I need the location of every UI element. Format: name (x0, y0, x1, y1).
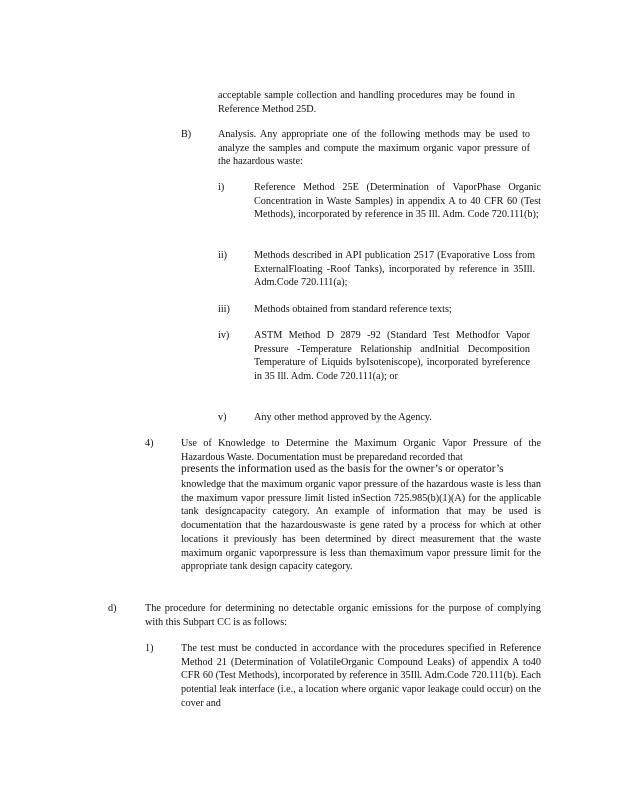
subitem-v-text: Any other method approved by the Agency. (254, 412, 432, 423)
item-b-label: B) (181, 129, 192, 140)
subitem-iii-label: iii) (218, 304, 230, 315)
item-4-text-c: knowledge that the maximum organic vapor pressure of the hazardous waste is less than the maximum vapor pressure limit listed inSection 725.985(b)(1)(A) for the applicable tank designcapacity category. An example of information that may be used is documentation that the hazardouswaste is gene rated by a process for which at other locations it previously has been determined by direct measurement that the waste maximum organic vaporpressure is less than themaximum vapor pressure limit for the appropriate tank design capacity category. (181, 479, 541, 573)
subitem-v-label: v) (218, 412, 227, 423)
subitem-iv-label: iv) (218, 330, 230, 341)
item-d-text: The procedure for determining no detectable organic emissions for the purpose of complying with this Subpart CC is as follows: (145, 603, 541, 628)
subitem-iv-text: ASTM Method D 2879 -92 (Standard Test Methodfor Vapor Pressure -Temperature Relationship andInitial Decomposition Temperature of Liquids byIsoteniscope), incorporated byreference in 35 Ill. Adm. Code 720.111(a); or (254, 330, 530, 383)
item-4-text-a: Use of Knowledge to Determine the Maximum Organic Vapor Pressure of the Hazardous Waste. Documentation must be preparedand recorded that (181, 438, 541, 463)
item-4-label: 4) (145, 438, 154, 449)
item-d-label: d) (108, 603, 117, 614)
subitem-i-label: i) (218, 182, 225, 193)
item-1-text: The test must be conducted in accordance with the procedures specified in Reference Method 21 (Determination of VolatileOrganic Compound Leaks) of appendix A to40 CFR 60 (Test Methods), incorporated by reference in 35Ill. Adm.Code 720.111(b). Each potential leak interface (i.e., a location where organic vapor leakage could occur) on the cover and (181, 643, 541, 709)
subitem-iii-text: Methods obtained from standard reference texts; (254, 304, 452, 315)
item-4-text-b: presents the information used as the basis for the owner’s or operator’s (181, 463, 504, 475)
item-b-text: Analysis. Any appropriate one of the following methods may be used to analyze the samples and compute the maximum organic vapor pressure of the hazardous waste: (218, 129, 530, 168)
subitem-i-text: Reference Method 25E (Determination of VaporPhase Organic Concentration in Waste Samples) in appendix A to 40 CFR 60 (Test Methods), incorporated by reference in 35 Ill. Adm. Code 720.111(b); (254, 182, 541, 221)
item-1-label: 1) (145, 643, 154, 654)
subitem-ii-text: Methods described in API publication 2517 (Evaporative Loss from ExternalFloating -Roof Tanks), incorporated by reference in 35Ill. Adm.Code 720.111(a); (254, 250, 535, 289)
subitem-ii-label: ii) (218, 250, 228, 261)
continued-paragraph: acceptable sample collection and handling procedures may be found in Reference Method 25D. (218, 90, 515, 115)
